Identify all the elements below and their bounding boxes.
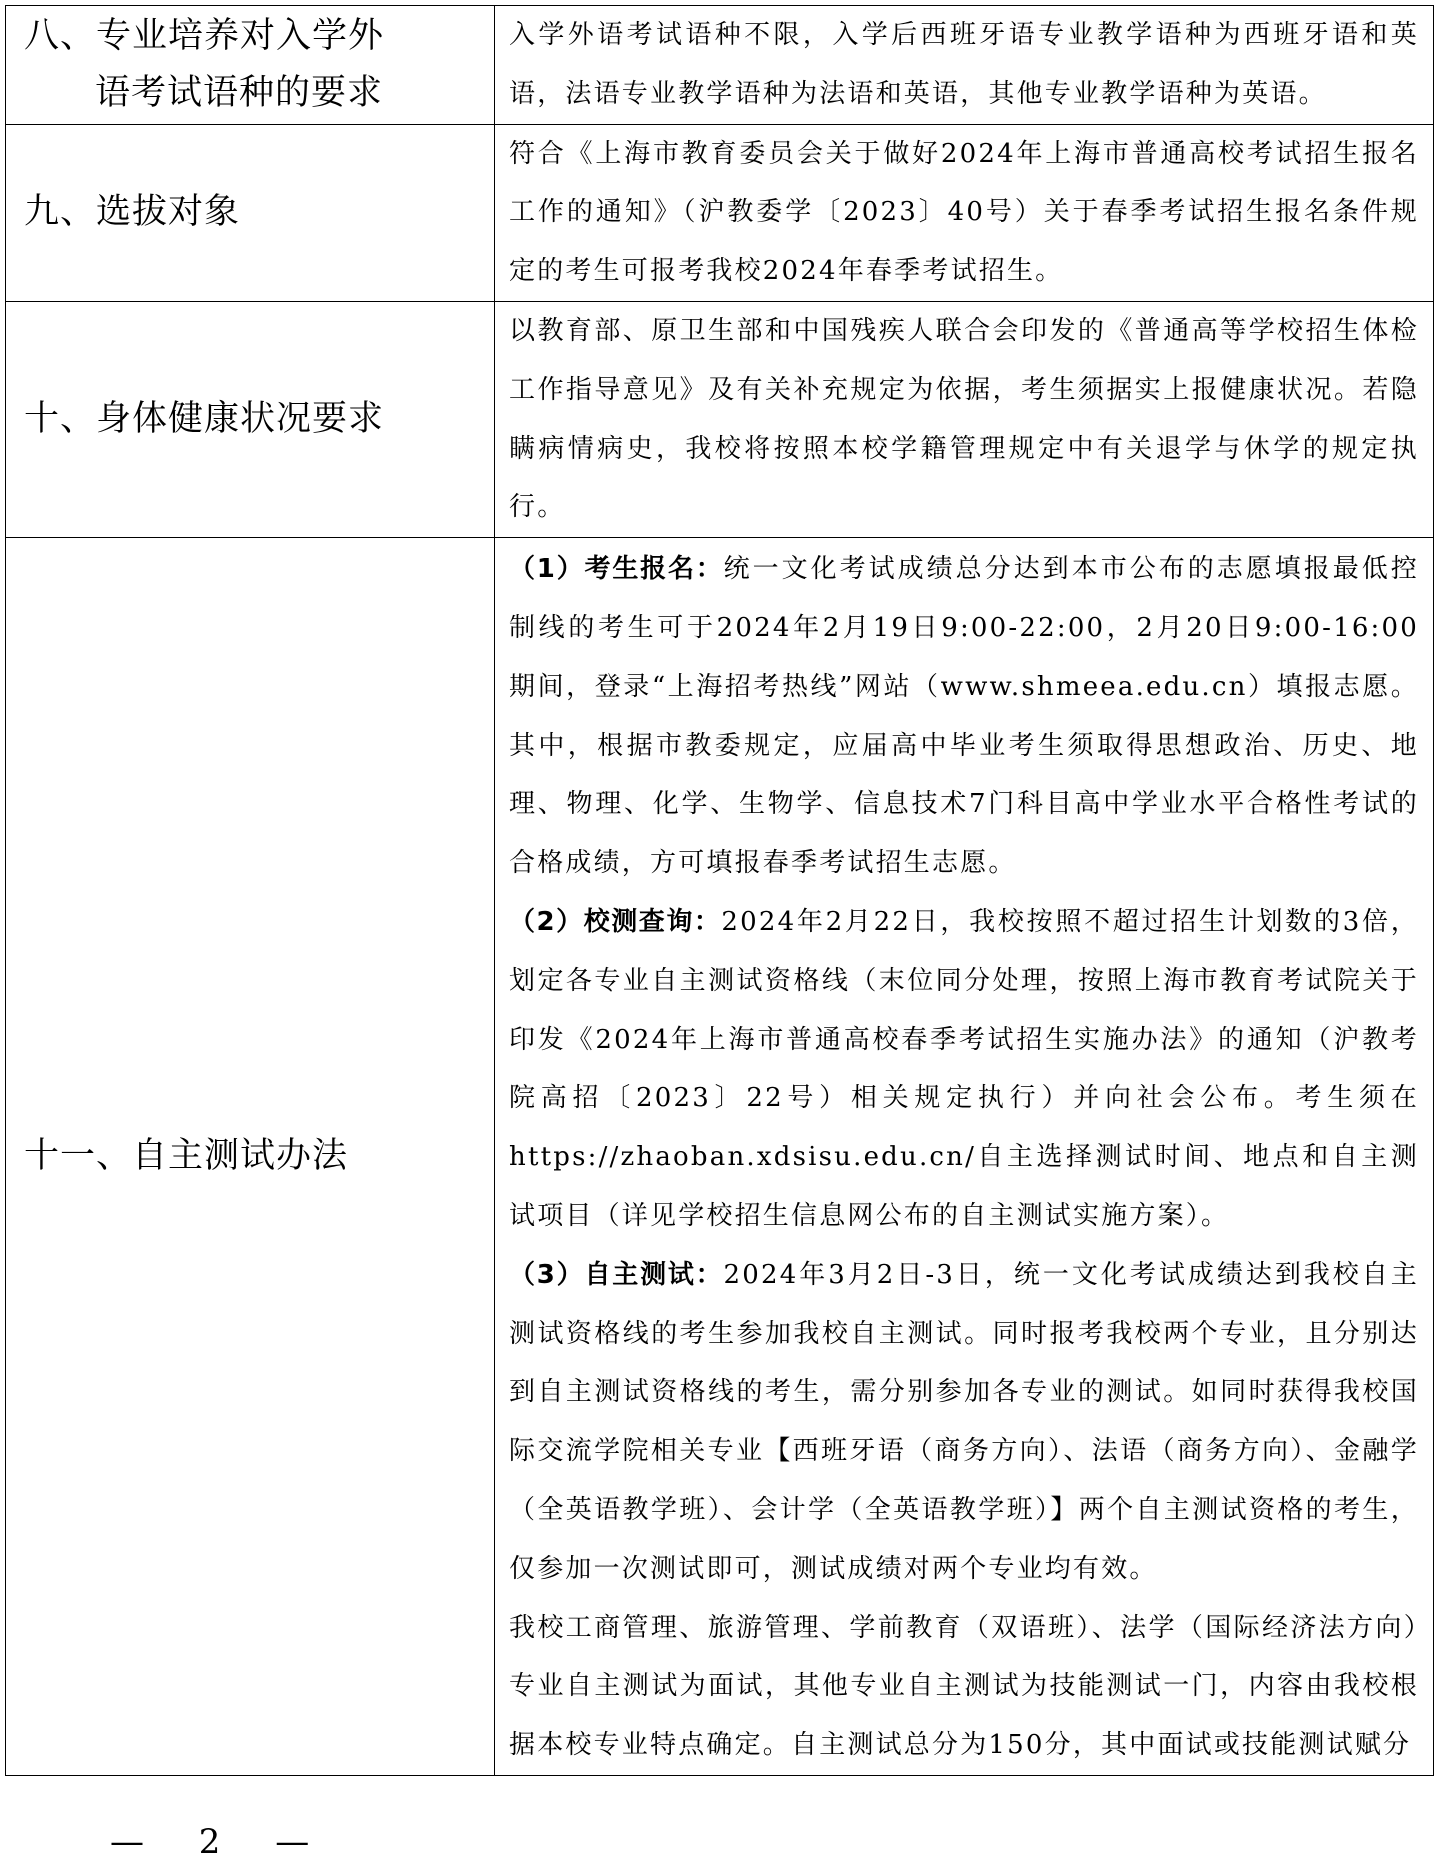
admission-info-table [5,5,1434,1776]
table-row-independent-test-method [6,538,1434,1776]
row-label-line1: 八、专业培养对入学外 [24,15,385,56]
table-row-foreign-language-requirement [6,6,1434,125]
table-row-health-requirement [6,301,1434,537]
test-item-text: 2024年2月22日，我校按照不超过招生计划数的3倍，划定各专业自主测试资格线（末位同分处理，按照上海市教育考试院关于印发《2024年上海市普通高校春季考试招生实施办法》的通知（沪教考院高招〔2023〕22号）相关规定执行）并向社会公布。考生须在https://zhaoban.xdsisu.edu.cn/自主选择测试时间、地点和自主测试项目（详见学校招生信息网公布的自主测试实施方案）。 [509,906,1419,1231]
row-label-line2: 语考试语种的要求 [95,72,384,113]
row-label: 九、选拔对象 [6,124,495,301]
page-number: — 2 — [110,1822,332,1862]
row-content [495,124,1434,301]
test-item-text: 我校工商管理、旅游管理、学前教育（双语班）、法学（国际经济法方向）专业自主测试为面试，其他专业自主测试为技能测试一门，内容由我校根据本校专业特点确定。自主测试总分为150分，其中面试或技能测试赋分 [509,1612,1419,1761]
test-item-registration [509,540,1419,893]
row-content [495,6,1434,125]
row-content-text: 以教育部、原卫生部和中国残疾人联合会印发的《普通高等学校招生体检工作指导意见》及有关补充规定为依据，考生须据实上报健康状况。若隐瞒病情病史，我校将按照本校学籍管理规定中有关退学与休学的规定执行。 [509,315,1419,523]
test-item-lead: （3）自主测试： [509,1259,724,1290]
row-label: 十一、自主测试办法 [6,538,495,1776]
row-content-text: 符合《上海市教育委员会关于做好2024年上海市普通高校考试招生报名工作的通知》（沪教委学〔2023〕40号）关于春季考试招生报名条件规定的考生可报考我校2024年春季考试招生。 [509,138,1419,287]
test-item-text: 统一文化考试成绩总分达到本市公布的志愿填报最低控制线的考生可于2024年2月19日9:00-22:00，2月20日9:00-16:00期间，登录“上海招考热线”网站（www.shmeea.edu.cn）填报志愿。其中，根据市教委规定，应届高中毕业考生须取得思想政治、历史、地理、物理、化学、生物学、信息技术7门科目高中学业水平合格性考试的合格成绩，方可填报春季考试招生志愿。 [509,554,1419,879]
row-label: 十、身体健康状况要求 [6,301,495,537]
test-item-query [509,893,1419,1246]
test-item-scoring [509,1599,1419,1775]
row-content [495,301,1434,537]
test-item-lead: （2）校测查询： [509,906,722,937]
test-item-lead: （1）考生报名： [509,554,724,585]
row-content [495,538,1434,1776]
table-row-selection-target [6,124,1434,301]
row-label [6,6,495,125]
row-content-text: 入学外语考试语种不限，入学后西班牙语专业教学语种为西班牙语和英语，法语专业教学语种为法语和英语，其他专业教学语种为英语。 [509,20,1419,109]
test-item-text: 2024年3月2日-3日，统一文化考试成绩达到我校自主测试资格线的考生参加我校自主测试。同时报考我校两个专业，且分别达到自主测试资格线的考生，需分别参加各专业的测试。如同时获得我校国际交流学院相关专业【西班牙语（商务方向）、法语（商务方向）、金融学（全英语教学班）、会计学（全英语教学班）】两个自主测试资格的考生，仅参加一次测试即可，测试成绩对两个专业均有效。 [509,1259,1420,1584]
test-item-independent-test [509,1246,1419,1599]
